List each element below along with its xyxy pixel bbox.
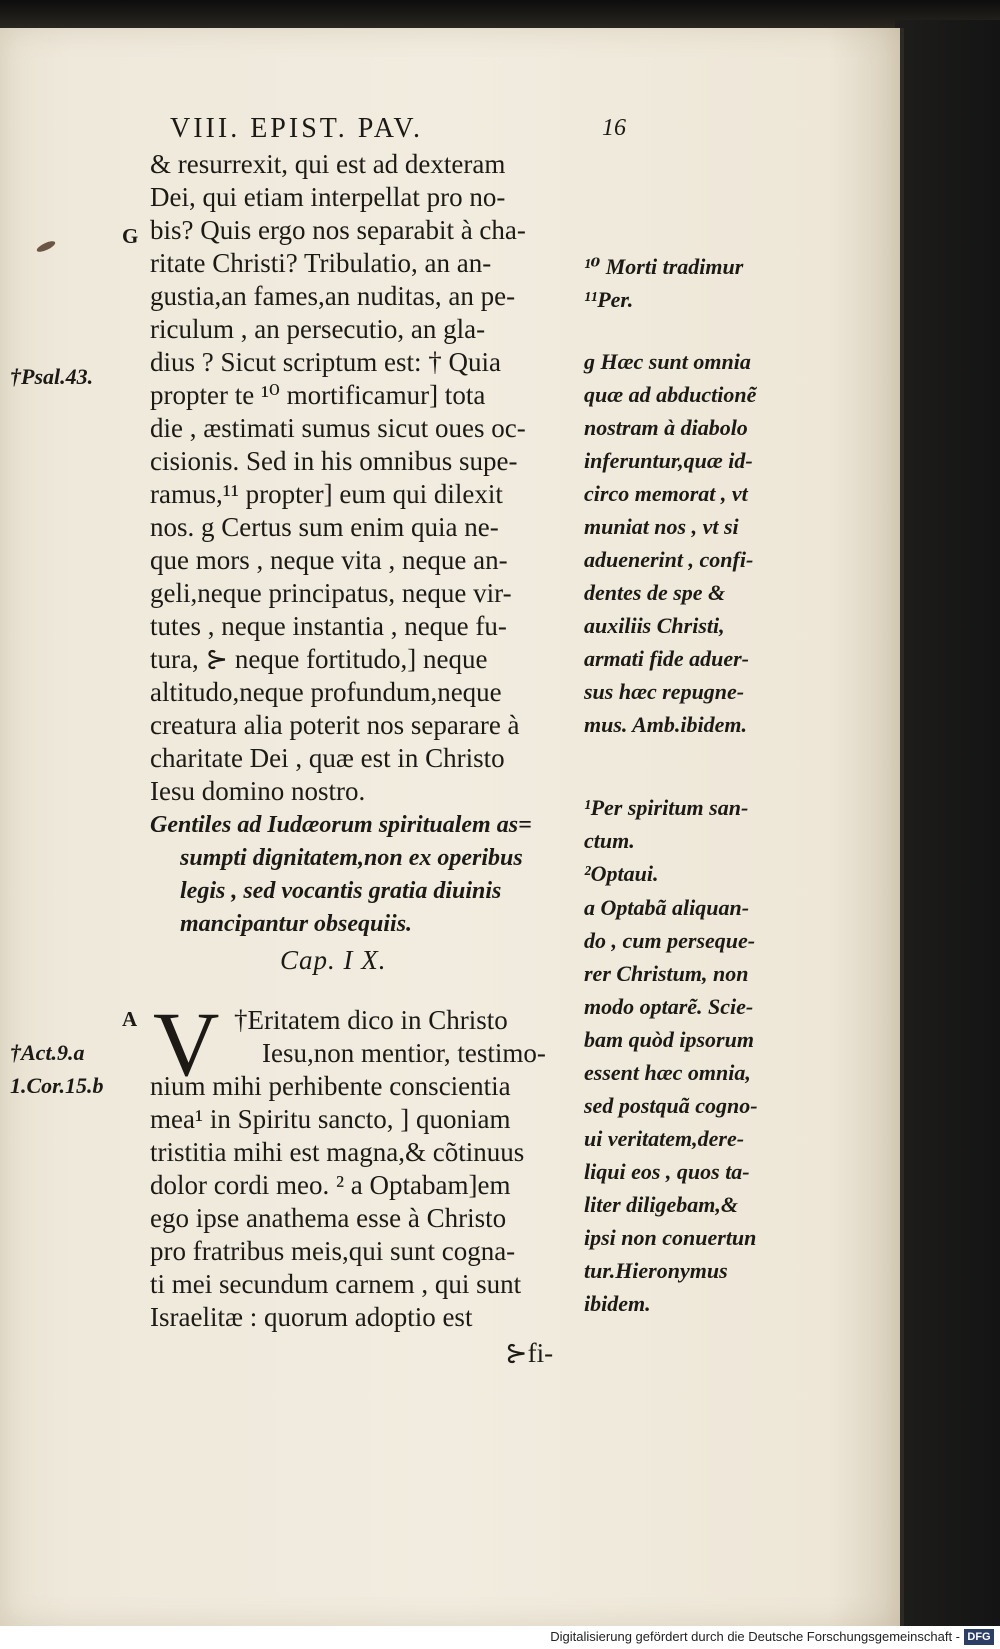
catchword: ⊱fi- (505, 1338, 554, 1368)
gloss-line: modo optarẽ. Scie- (584, 994, 754, 1019)
digitization-footer (0, 1626, 1000, 1649)
marginal-note: ¹⁰ Morti tradimur (584, 254, 744, 279)
chapter-line: dolor cordi meo. ² a Optabam]em (150, 1170, 511, 1200)
chapter-summary-line: legis , sed vocantis gratia diuinis (180, 878, 502, 904)
gloss-line: aduenerint , confi- (584, 547, 754, 572)
gloss-line: g Hæc sunt omnia (584, 349, 751, 374)
section-marker-g: G (122, 224, 139, 248)
chapter-line: nium mihi perhibente conscientia (150, 1071, 511, 1101)
gloss-line: auxiliis Christi, (584, 613, 725, 638)
gloss-line: rer Christum, non (584, 961, 749, 986)
scripture-reference: 1.Cor.15.b (10, 1073, 104, 1098)
main-line: altitudo,neque profundum,neque (150, 677, 502, 707)
main-line: dius ? Sicut scriptum est: † Quia (150, 347, 501, 377)
chapter-line: mea¹ in Spiritu sancto, ] quoniam (150, 1104, 511, 1134)
chapter-line: Iesu,non mentior, testimo- (262, 1038, 546, 1068)
gloss-line: liter diligebam,& (584, 1192, 738, 1217)
main-line: charitate Dei , quæ est in Christo (150, 743, 505, 773)
main-line: propter te ¹⁰ mortificamur] tota (150, 380, 486, 410)
main-line: tura, ⊱ neque fortitudo,] neque (150, 644, 488, 674)
chapter-summary-line: sumpti dignitatem,non ex operibus (180, 845, 523, 871)
gloss-line: nostram à diabolo (584, 415, 748, 440)
main-line: & resurrexit, qui est ad dexteram (150, 149, 506, 179)
section-marker-a: A (122, 1007, 138, 1031)
main-line: Iesu domino nostro. (150, 776, 366, 806)
main-line: creatura alia poterit nos separare à (150, 710, 520, 740)
gloss-line: armati fide aduer- (584, 646, 749, 671)
gloss-line: a Optabã aliquan- (584, 895, 750, 920)
chapter-line: Israelitæ : quorum adoptio est (150, 1302, 473, 1332)
gloss-line: tur.Hieronymus (584, 1258, 728, 1283)
chapter-line: †Eritatem dico in Christo (234, 1005, 508, 1035)
gloss-line: liqui eos , quos ta- (584, 1159, 750, 1184)
main-line: bis? Quis ergo nos separabit à cha- (150, 215, 526, 245)
gloss-line: circo memorat , vt (584, 481, 748, 506)
gloss-line: mus. Amb.ibidem. (584, 712, 747, 737)
scan-top-edge (0, 0, 1000, 28)
main-line: ramus,¹¹ propter] eum qui dilexit (150, 479, 503, 509)
gloss-line: quæ ad abductionẽ (584, 382, 757, 407)
gloss-line: ¹Per spiritum san- (584, 795, 749, 820)
chapter-summary-line: Gentiles ad Iudæorum spiritualem as= (150, 812, 532, 838)
main-line: nos. g Certus sum enim quia ne- (150, 512, 499, 542)
gloss-line: essent hæc omnia, (584, 1060, 751, 1085)
main-line: riculum , an persecutio, an gla- (150, 314, 486, 344)
main-line: geli,neque principatus, neque vir- (150, 578, 512, 608)
gloss-line: sus hæc repugne- (584, 679, 745, 704)
main-line: que mors , neque vita , neque an- (150, 545, 508, 575)
gloss-line: ibidem. (584, 1291, 651, 1316)
scan-background-edge (895, 20, 1000, 1626)
main-line: die , æstimati sumus sicut oues oc- (150, 413, 526, 443)
gloss-line: sed postquã cogno- (584, 1093, 758, 1118)
page-number: 16 (602, 115, 626, 141)
gloss-line: dentes de spe & (584, 580, 726, 605)
main-line: Dei, qui etiam interpellat pro no- (150, 182, 506, 212)
scripture-reference: †Act.9.a (10, 1040, 85, 1065)
gloss-line: ctum. (584, 828, 635, 853)
funding-credit: Digitalisierung gefördert durch die Deutsche Forschungsgemeinschaft - (550, 1629, 960, 1644)
scripture-reference: †Psal.43. (10, 364, 94, 389)
main-line: cisionis. Sed in his omnibus supe- (150, 446, 518, 476)
chapter-line: ti mei secundum carnem , qui sunt (150, 1269, 522, 1299)
running-title: VIII. EPIST. PAV. (170, 113, 424, 144)
marginal-note: ¹¹Per. (584, 287, 634, 312)
gloss-line: ui veritatem,dere- (584, 1126, 745, 1151)
gloss-line: ipsi non conuertun (584, 1225, 757, 1250)
gloss-line: ²Optaui. (584, 861, 659, 886)
main-line: ritate Christi? Tribulatio, an an- (150, 248, 492, 278)
gloss-line: muniat nos , vt si (584, 514, 739, 539)
chapter-line: tristitia mihi est magna,& cõtinuus (150, 1137, 525, 1167)
dropcap-letter: V (153, 993, 220, 1095)
dfg-logo: DFG (964, 1629, 994, 1645)
gloss-line: do , cum perseque- (584, 928, 756, 953)
main-line: gustia,an fames,an nuditas, an pe- (150, 281, 516, 311)
chapter-heading: Cap. I X. (280, 945, 387, 975)
chapter-line: ego ipse anathema esse à Christo (150, 1203, 507, 1233)
chapter-line: pro fratribus meis,qui sunt cogna- (150, 1236, 516, 1266)
gloss-line: bam quòd ipsorum (584, 1027, 754, 1052)
main-line: tutes , neque instantia , neque fu- (150, 611, 507, 641)
chapter-summary-line: mancipantur obsequiis. (180, 911, 413, 937)
gloss-line: inferuntur,quæ id- (584, 448, 753, 473)
